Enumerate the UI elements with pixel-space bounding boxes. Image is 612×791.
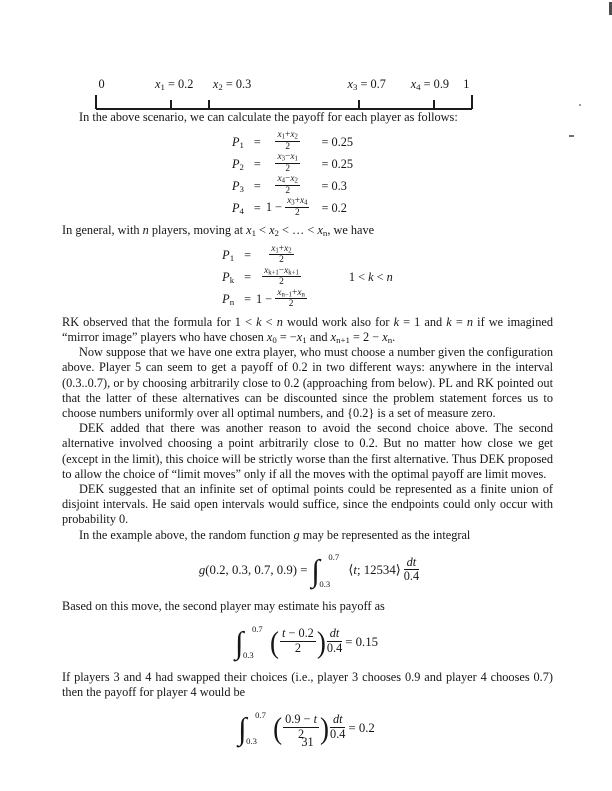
fraction: $\frac{x_1+x_2}{2}$ [271, 243, 292, 266]
equation-expression [256, 245, 307, 267]
scan-artifact-dot [579, 104, 581, 106]
paragraph-dek-added: DEK added that there was another reason to avoid the second choice above. The second alternative involved choosing a point arbitrarily close to 0.2. But no matter how close we get (except in the limit), this choice will be strictly worse than the first alternative. Thus DEK proposed to allow the choice of “limit moves” only if all the moves with the optimal payoff are limit moves. [62, 421, 553, 481]
equation-result [307, 245, 319, 267]
payoff-equations-block [232, 131, 383, 219]
display-text: g(0.2, 0.3, 0.7, 0.9) = [198, 563, 308, 578]
number-line-label: $x_4 = 0.9$ [410, 77, 450, 93]
equation-result: = 0.3 [321, 178, 347, 193]
integral-payoff2-display [62, 623, 553, 661]
display-text: = 0.15 [345, 634, 379, 649]
number-line-figure [96, 76, 472, 110]
equation-lhs: $P_k$ [222, 270, 235, 286]
equation-expression: 1 − $\frac{x_3+x_4}{2}$ [265, 196, 308, 218]
equals-sign: = [253, 178, 261, 193]
equals-sign: = [253, 200, 261, 215]
equation-side-condition [353, 131, 383, 153]
fraction: $\frac{x_3-x_1}{2}$ [277, 152, 298, 174]
equation-result [307, 267, 319, 289]
fraction: $\frac{t - 0.2}{2}$ [281, 625, 314, 655]
equation-lhs: $P_4$ [231, 200, 244, 217]
number-line-label: $x_2 = 0.3$ [212, 77, 252, 93]
number-line-tick [433, 100, 435, 109]
paragraph-intro: In the above scenario, we can calculate the payoff for each player as follows: [79, 110, 458, 124]
equation-row [232, 153, 383, 175]
page-number: 31 [301, 735, 314, 749]
equation-row [222, 267, 393, 289]
number-line-label: 0 [98, 77, 105, 91]
fraction: $\frac{dt}{0.4}$ [403, 554, 420, 584]
equals-sign: = [244, 292, 252, 307]
big-paren-open: ( [273, 710, 283, 746]
number-line-rule [96, 108, 472, 110]
equals-sign: = [244, 270, 252, 285]
equation-result [307, 289, 319, 311]
number-line-tick [208, 100, 210, 109]
equation-expression [266, 131, 310, 153]
equation-lhs: $P_1$ [231, 134, 244, 150]
fraction: $\frac{x_1+x_2}{2}$ [277, 130, 298, 152]
equals-sign: = [253, 134, 261, 149]
fraction: $\frac{0.9 - t}{2}$ [285, 712, 318, 741]
equation-side-condition [353, 153, 383, 175]
paragraph-dek-suggested: DEK suggested that an infinite set of optimal points could be represented as a finite union of disjoint intervals. He said open intervals would suffice, since the endpoints could only occur with probability 0. [62, 482, 553, 527]
fraction: $\frac{dt}{0.4}$ [326, 625, 343, 655]
integral-g-display [62, 552, 553, 590]
equation-side-condition [319, 289, 393, 311]
integral-sign: ∫ 0.7 0.3 [234, 623, 263, 660]
number-line-tick [471, 95, 473, 109]
fraction: $\frac{x_{n-1}+x_n}{2}$ [277, 287, 305, 310]
big-paren-close: ) [320, 710, 330, 746]
equation-expression [266, 175, 310, 197]
equation-result: = 0.2 [321, 200, 347, 215]
equation-side-condition [319, 245, 393, 267]
integral-sign: ∫ 0.7 0.3 [311, 552, 340, 589]
equation-row [232, 175, 383, 197]
equals-sign: = [244, 248, 252, 263]
number-line-label: 1 [463, 77, 470, 91]
fraction: $\frac{x_{k+1}-x_{k+1}}{2}$ [264, 265, 299, 288]
scan-artifact-dash [569, 135, 574, 137]
big-paren-close: ) [316, 624, 326, 659]
number-line-label: $x_1 = 0.2$ [155, 77, 194, 93]
big-paren-open: ( [269, 624, 279, 659]
number-line-tick [170, 100, 172, 109]
number-line-tick [358, 100, 360, 109]
equation-lhs: $P_2$ [231, 156, 244, 172]
number-line-tick [95, 95, 97, 109]
equation-row [232, 131, 383, 153]
equation-row [222, 245, 393, 267]
equation-side-condition [353, 197, 383, 219]
equation-lhs: $P_1$ [222, 248, 235, 264]
number-line-label: $x_3 = 0.7$ [347, 77, 386, 93]
equals-sign: = [253, 156, 261, 171]
equation-side-condition: 1 < k < n [348, 270, 393, 285]
display-text: = 0.2 [348, 721, 375, 735]
text-body [62, 0, 553, 757]
fraction: $\frac{x_3+x_4}{2}$ [287, 196, 308, 218]
paragraph-swapped: If players 3 and 4 had swapped their choices (i.e., player 3 chooses 0.9 and player 4 chooses 0.7) then the payoff for player 4 would be [62, 670, 553, 700]
equation-expression: 1 − $\frac{x_{n-1}+x_n}{2}$ [256, 287, 305, 310]
paragraph-example: In the example above, the random function g may be represented as the integral [79, 527, 471, 542]
equation-lhs: $P_3$ [231, 178, 244, 195]
equation-result: = 0.25 [321, 134, 354, 149]
fraction: $\frac{x_4-x_2}{2}$ [277, 174, 298, 196]
equation-lhs: $P_n$ [222, 292, 235, 308]
integral-sign: ∫ 0.7 0.3 [238, 710, 266, 747]
general-payoff-equations-block [222, 245, 393, 311]
equation-row [232, 197, 383, 219]
equation-expression [256, 267, 307, 289]
paragraph-rk-observed: RK observed that the formula for 1 < k < n would work also for k = 1 and k = n if we imagined “mirror image” players who have chosen $x_0 = -x_1$ and $x_{n+1} = 2 - x_n$. [62, 314, 553, 346]
paragraph-based-on: Based on this move, the second player may estimate his payoff as [62, 598, 385, 613]
paragraph-now-suppose: Now suppose that we have one extra player, who must choose a number given the configuration above. Player 5 can seem to get a payoff of 0.2 in two different ways: anywhere in the interval (0.3..0.7), or by choosing arbitrarily close to 0.2 (approaching from below). PL and RK pointed out that the latter of these alternatives can be discounted since the problem statement forces us to choose numbers uniformly over all optimal numbers, and {0.2} is a set of measure zero. [62, 345, 553, 421]
paragraph-general: In general, with n players, moving at $x_1 < x_2$ < … < $x_n$, we have [62, 223, 375, 239]
equation-row [222, 289, 393, 311]
equation-expression [266, 153, 310, 175]
equation-side-condition [353, 175, 383, 197]
fraction: $\frac{dt}{0.4}$ [330, 712, 346, 741]
equation-result: = 0.25 [321, 156, 354, 171]
display-text: ⟨t; 12534⟩ [348, 563, 401, 578]
